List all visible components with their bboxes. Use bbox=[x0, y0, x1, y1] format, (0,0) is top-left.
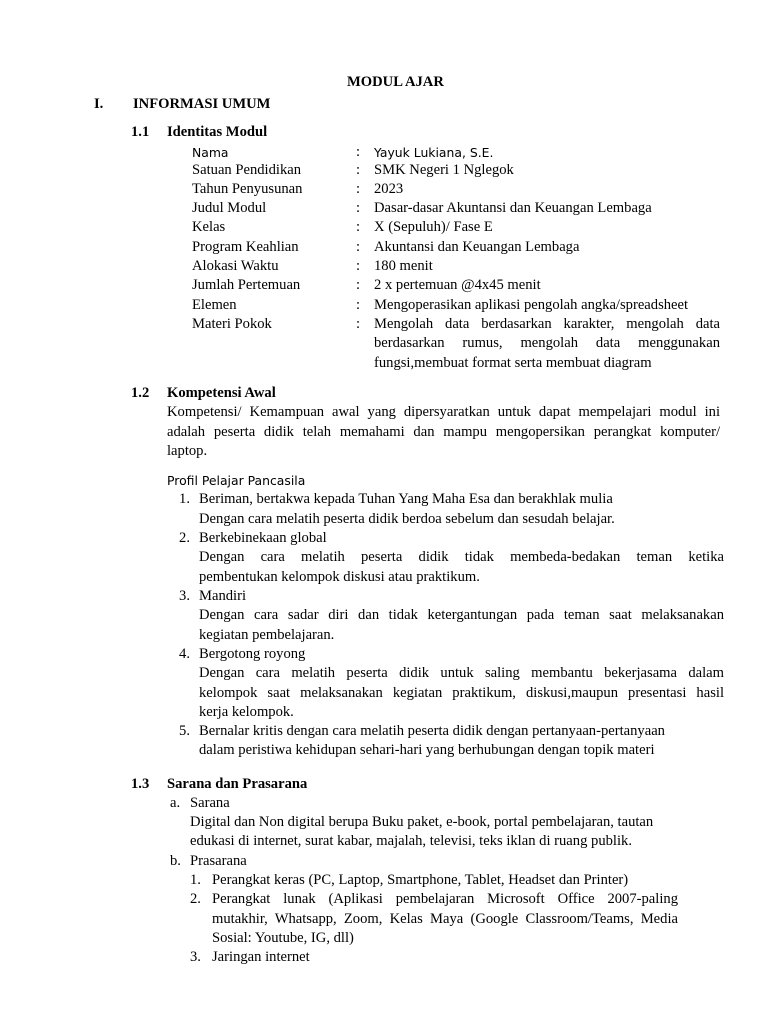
identity-value-line: berdasarkan rumus, mengolah data menggunakan bbox=[374, 335, 720, 351]
list-item-line: pembentukan kelompok diskusi atau praktikum. bbox=[199, 569, 480, 585]
subsection-title: Identitas Modul bbox=[167, 124, 268, 140]
subsection-number: 1.3 bbox=[131, 776, 150, 792]
identity-label: Tahun Penyusunan bbox=[192, 181, 303, 197]
colon: : bbox=[356, 144, 361, 160]
identity-label: Elemen bbox=[192, 297, 237, 313]
colon: : bbox=[356, 258, 361, 274]
profil-heading: Profil Pelajar Pancasila bbox=[167, 473, 306, 488]
subsection-number: 1.2 bbox=[131, 385, 150, 401]
identity-label: Program Keahlian bbox=[192, 239, 299, 255]
list-item-line: kelompok saat melaksanakan kegiatan praktikum, diskusi,maupun presentasi hasil bbox=[199, 685, 724, 701]
list-item-line: Sosial: Youtube, IG, dll) bbox=[212, 930, 354, 946]
paragraph-line: edukasi di internet, surat kabar, majalah, televisi, teks iklan di ruang publik. bbox=[190, 833, 632, 849]
colon: : bbox=[356, 316, 361, 332]
identity-label: Kelas bbox=[192, 219, 226, 235]
section-title: INFORMASI UMUM bbox=[133, 96, 271, 112]
colon: : bbox=[356, 277, 361, 293]
colon: : bbox=[356, 219, 361, 235]
paragraph-line: laptop. bbox=[167, 443, 208, 459]
list-item-line: Jaringan internet bbox=[212, 949, 310, 965]
list-item-line: Dengan cara melatih peserta didik untuk saling membantu bekerjasama dalam bbox=[199, 665, 724, 681]
list-item-title: Beriman, bertakwa kepada Tuhan Yang Maha Esa dan berakhlak mulia bbox=[199, 491, 613, 507]
identity-value: X (Sepuluh)/ Fase E bbox=[374, 219, 493, 235]
list-number: 3. bbox=[179, 588, 190, 604]
list-item-title: Bergotong royong bbox=[199, 646, 306, 662]
paragraph-line: Digital dan Non digital berupa Buku paket, e-book, portal pembelajaran, tautan bbox=[190, 814, 654, 830]
identity-label: Materi Pokok bbox=[192, 316, 272, 332]
list-item-line: Perangkat keras (PC, Laptop, Smartphone, Tablet, Headset dan Printer) bbox=[212, 872, 629, 888]
list-number: 2. bbox=[190, 891, 201, 907]
list-item-line: Dengan cara melatih peserta didik tidak membeda-bedakan teman ketika bbox=[199, 549, 724, 565]
identity-label: Judul Modul bbox=[192, 200, 267, 216]
paragraph-line: Kompetensi/ Kemampuan awal yang dipersyaratkan untuk dapat mempelajari modul ini bbox=[167, 404, 720, 420]
identity-label: Satuan Pendidikan bbox=[192, 162, 302, 178]
identity-value-line: fungsi,membuat format serta membuat diagram bbox=[374, 355, 652, 371]
identity-value: Yayuk Lukiana, S.E. bbox=[374, 145, 494, 160]
list-item-title: Berkebinekaan global bbox=[199, 530, 327, 546]
list-item-line: dalam peristiwa kehidupan sehari-hari yang berhubungan dengan topik materi bbox=[199, 742, 655, 758]
identity-value: Akuntansi dan Keuangan Lembaga bbox=[374, 239, 580, 255]
subsection-number: 1.1 bbox=[131, 124, 150, 140]
sarana-title: Sarana bbox=[190, 795, 230, 811]
subsection-title: Sarana dan Prasarana bbox=[167, 776, 308, 792]
colon: : bbox=[356, 239, 361, 255]
identity-value: 180 menit bbox=[374, 258, 433, 274]
list-item-title: Mandiri bbox=[199, 588, 247, 604]
identity-label: Jumlah Pertemuan bbox=[192, 277, 301, 293]
colon: : bbox=[356, 181, 361, 197]
list-item-title: Bernalar kritis dengan cara melatih peserta didik dengan pertanyaan-pertanyaan bbox=[199, 723, 665, 739]
list-item-line: Dengan cara sadar diri dan tidak ketergantungan pada teman saat melaksanakan bbox=[199, 607, 724, 623]
document-title: MODUL AJAR bbox=[347, 74, 444, 90]
list-letter: a. bbox=[170, 795, 181, 811]
identity-value: Dasar-dasar Akuntansi dan Keuangan Lembaga bbox=[374, 200, 652, 216]
paragraph-line: adalah peserta didik telah memahami dan mampu mengopersikan perangkat komputer/ bbox=[167, 424, 720, 440]
list-number: 1. bbox=[190, 872, 201, 888]
list-letter: b. bbox=[170, 853, 181, 869]
identity-label: Nama bbox=[192, 145, 229, 160]
list-number: 3. bbox=[190, 949, 201, 965]
list-number: 5. bbox=[179, 723, 190, 739]
section-number: I. bbox=[94, 96, 104, 112]
list-item-line: Perangkat lunak (Aplikasi pembelajaran Microsoft Office 2007-paling bbox=[212, 891, 678, 907]
list-item-line: Dengan cara melatih peserta didik berdoa sebelum dan sesudah belajar. bbox=[199, 511, 615, 527]
identity-label: Alokasi Waktu bbox=[192, 258, 279, 274]
list-item-line: kerja kelompok. bbox=[199, 704, 294, 720]
identity-value: 2023 bbox=[374, 181, 404, 197]
subsection-title: Kompetensi Awal bbox=[167, 385, 276, 401]
identity-value: SMK Negeri 1 Nglegok bbox=[374, 162, 514, 178]
list-item-line: mutakhir, Whatsapp, Zoom, Kelas Maya (Google Classroom/Teams, Media bbox=[212, 911, 678, 927]
colon: : bbox=[356, 162, 361, 178]
prasarana-title: Prasarana bbox=[190, 853, 247, 869]
list-item-line: kegiatan pembelajaran. bbox=[199, 627, 335, 643]
colon: : bbox=[356, 200, 361, 216]
identity-value: 2 x pertemuan @4x45 menit bbox=[374, 277, 541, 293]
list-number: 4. bbox=[179, 646, 190, 662]
list-number: 2. bbox=[179, 530, 190, 546]
colon: : bbox=[356, 297, 361, 313]
list-number: 1. bbox=[179, 491, 190, 507]
identity-value: Mengoperasikan aplikasi pengolah angka/spreadsheet bbox=[374, 297, 689, 313]
identity-value-line: Mengolah data berdasarkan karakter, mengolah data bbox=[374, 316, 720, 332]
